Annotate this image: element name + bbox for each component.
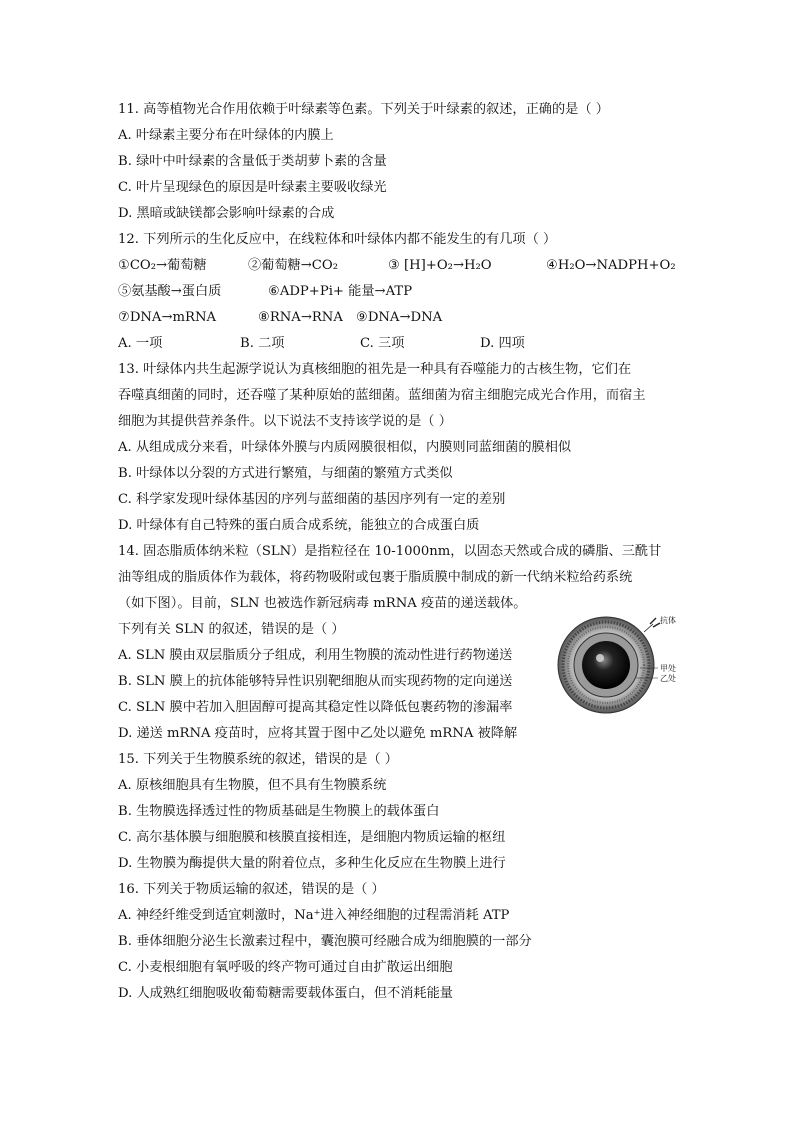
q12-item-2: ②葡萄糖→CO₂ xyxy=(248,258,338,273)
q13-option-a: A. 从组成成分来看，叶绿体外膜与内质网膜很相似，内膜则同蓝细菌的膜相似 xyxy=(118,440,572,455)
q12-item-4: ④H₂O→NADPH+O₂ xyxy=(546,258,676,273)
q11-option-c: C. 叶片呈现绿色的原因是叶绿素主要吸收绿光 xyxy=(118,180,387,195)
q13-option-d: D. 叶绿体有自己特殊的蛋白质合成系统，能独立的合成蛋白质 xyxy=(118,518,480,533)
q14-stem-line-1: 14. 固态脂质体纳米粒（SLN）是指粒径在 10-1000nm，以固态天然或合成的磷脂、三酰甘 xyxy=(118,544,662,559)
q16-option-a: A. 神经纤维受到适宜刺激时，Na⁺进入神经细胞的过程需消耗 ATP xyxy=(118,908,510,923)
q16-stem: 16. 下列关于物质运输的叙述，错误的是（ ） xyxy=(118,882,385,897)
q13-stem-line-2: 吞噬真细菌的同时，还吞噬了某种原始的蓝细菌。蓝细菌为宿主细胞完成光合作用，而宿主 xyxy=(118,388,646,403)
q14-option-a: A. SLN 膜由双层脂质分子组成，利用生物膜的流动性进行药物递送 xyxy=(118,648,513,663)
q12-option-d: D. 四项 xyxy=(480,336,525,351)
q12-item-5: ⑤氨基酸→蛋白质 xyxy=(118,284,222,299)
q11-option-b: B. 绿叶中叶绿素的含量低于类胡萝卜素的含量 xyxy=(118,154,387,169)
q14-option-c: C. SLN 膜中若加入胆固醇可提高其稳定性以降低包裹药物的渗漏率 xyxy=(118,700,513,715)
q12-item-3: ③ [H]+O₂→H₂O xyxy=(388,258,492,273)
q12-item-7: ⑦DNA→mRNA xyxy=(118,310,217,325)
q16-option-d: D. 人成熟红细胞吸收葡萄糖需要载体蛋白，但不消耗能量 xyxy=(118,986,453,1001)
antibody-label: 抗体 xyxy=(660,616,676,625)
q14-stem-line-3: （如下图）。目前，SLN 也被选作新冠病毒 mRNA 疫苗的递送载体。 xyxy=(118,596,527,611)
q15-stem: 15. 下列关于生物膜系统的叙述，错误的是（ ） xyxy=(118,752,398,767)
q14-stem-line-2: 油等组成的脂质体作为载体，将药物吸附或包裹于脂质膜中制成的新一代纳米粒给药系统 xyxy=(118,570,633,585)
q16-option-b: B. 垂体细胞分泌生长激素过程中，囊泡膜可经融合成为细胞膜的一部分 xyxy=(118,934,532,949)
q12-option-b: B. 二项 xyxy=(240,336,285,351)
q11-option-d: D. 黑暗或缺镁都会影响叶绿素的合成 xyxy=(118,206,335,221)
q13-stem-line-3: 细胞为其提供营养条件。以下说法不支持该学说的是（ ） xyxy=(118,414,452,429)
q12-item-1: ①CO₂→葡萄糖 xyxy=(118,258,207,273)
q12-option-a: A. 一项 xyxy=(118,336,163,351)
q11-stem: 11. 高等植物光合作用依赖于叶绿素等色素。下列关于叶绿素的叙述，正确的是（ ） xyxy=(118,102,609,117)
sln-figure xyxy=(556,612,686,718)
q12-item-9: ⑨DNA→DNA xyxy=(356,310,443,325)
q13-option-c: C. 科学家发现叶绿体基因的序列与蓝细菌的基因序列有一定的差别 xyxy=(118,492,506,507)
q12-stem: 12. 下列所示的生化反应中，在线粒体和叶绿体内都不能发生的有几项（ ） xyxy=(118,232,557,247)
q13-option-b: B. 叶绿体以分裂的方式进行繁殖，与细菌的繁殖方式类似 xyxy=(118,466,453,481)
yi-label: 乙处 xyxy=(660,674,676,683)
q15-option-b: B. 生物膜选择透过性的物质基础是生物膜上的载体蛋白 xyxy=(118,804,440,819)
q13-stem-line-1: 13. 叶绿体内共生起源学说认为真核细胞的祖先是一种具有吞噬能力的古核生物，它们在 xyxy=(118,362,632,377)
jia-label: 甲处 xyxy=(660,664,676,673)
q16-option-c: C. 小麦根细胞有氧呼吸的终产物可通过自由扩散运出细胞 xyxy=(118,960,453,975)
q11-option-a: A. 叶绿素主要分布在叶绿体的内膜上 xyxy=(118,128,334,143)
q15-option-d: D. 生物膜为酶提供大量的附着位点，多种生化反应在生物膜上进行 xyxy=(118,856,506,871)
q14-stem-line-4: 下列有关 SLN 的叙述，错误的是（ ） xyxy=(118,622,345,637)
q12-option-c: C. 三项 xyxy=(360,336,405,351)
q12-item-8: ⑧RNA→RNA xyxy=(258,310,343,325)
q15-option-a: A. 原核细胞具有生物膜，但不具有生物膜系统 xyxy=(118,778,387,793)
q14-option-b: B. SLN 膜上的抗体能够特异性识别靶细胞从而实现药物的定向递送 xyxy=(118,674,513,689)
q12-item-6: ⑥ADP+Pi+ 能量→ATP xyxy=(268,284,413,299)
q15-option-c: C. 高尔基体膜与细胞膜和核膜直接相连，是细胞内物质运输的枢纽 xyxy=(118,830,506,845)
q14-option-d: D. 递送 mRNA 疫苗时，应将其置于图中乙处以避免 mRNA 被降解 xyxy=(118,726,518,741)
